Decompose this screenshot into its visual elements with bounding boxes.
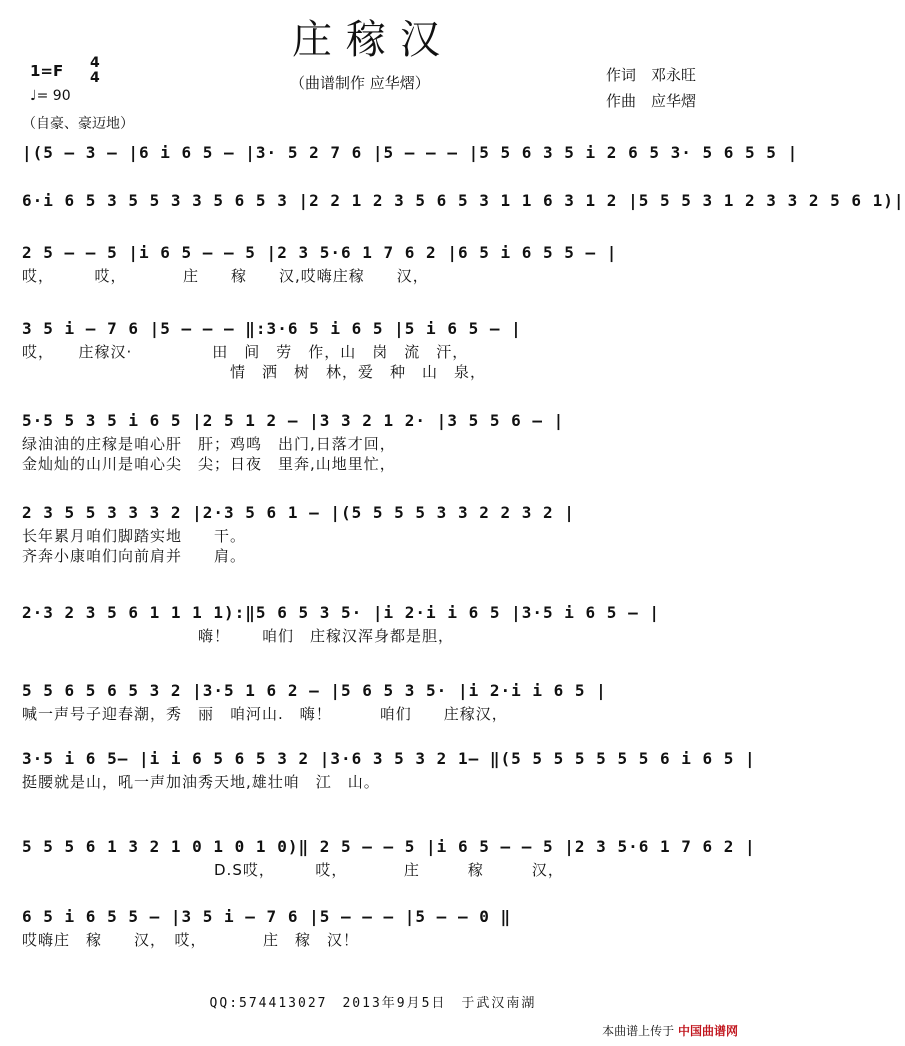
lyric-line: D.S哎， 哎， 庄 稼 汉， bbox=[22, 861, 564, 879]
notation-line: 3 5 i — 7 6 |5 — — — ‖:3·6 5 i 6 5 |5 i 6 5 — | bbox=[22, 319, 522, 338]
key-signature: 1=F bbox=[30, 62, 64, 80]
score-system bbox=[22, 904, 728, 950]
producer-credit: （曲谱制作 应华熠） bbox=[290, 74, 430, 92]
score-system bbox=[22, 678, 728, 724]
composer-credit: 作曲 应华熠 bbox=[606, 92, 697, 110]
score-system bbox=[22, 600, 728, 646]
lyricist-credit: 作词 邓永旺 bbox=[606, 66, 697, 84]
lyric-line: 挺腰就是山，吼一声加油秀天地,雄壮咱 江 山。 bbox=[22, 773, 380, 791]
notation-line: 6·i 6 5 3 5 5 3 3 5 6 5 3 |2 2 1 2 3 5 6 5 3 1 1 6 3 1 2 |5 5 5 3 1 2 3 3 2 5 6 1)| bbox=[22, 191, 905, 210]
time-signature-top: 4 bbox=[90, 55, 100, 71]
lyric-line: 金灿灿的山川是咱心尖 尖；日夜 里奔,山地里忙， bbox=[22, 455, 396, 473]
song-title: 庄稼汉 bbox=[292, 17, 454, 63]
score-system bbox=[22, 240, 728, 286]
score-system bbox=[22, 188, 905, 214]
lyric-line: 哎， 哎， 庄 稼 汉,哎嗨庄稼 汉， bbox=[22, 267, 429, 285]
lyric-line: 绿油油的庄稼是咱心肝 肝；鸡鸣 出门,日落才回， bbox=[22, 435, 396, 453]
tempo-marking: ♩= 90 bbox=[30, 88, 71, 104]
notation-line: 2 5 — — 5 |i 6 5 — — 5 |2 3 5·6 1 7 6 2 |6 5 i 6 5 5 — | bbox=[22, 243, 618, 262]
lyric-line: 齐奔小康咱们向前肩并 肩。 bbox=[22, 547, 247, 565]
notation-line: 5·5 5 3 5 i 6 5 |2 5 1 2 — |3 3 2 1 2· |3 5 5 6 — | bbox=[22, 411, 565, 430]
lyric-line: 嗨！ 咱们 庄稼汉浑身都是胆， bbox=[22, 627, 455, 645]
footer-info: QQ:574413027 2013年9月5日 于武汉南湖 bbox=[209, 996, 537, 1011]
lyric-line: 哎， 庄稼汉· 田 间 劳 作，山 岗 流 汗， bbox=[22, 343, 469, 361]
lyric-line: 哎嗨庄 稼 汉， 哎， 庄 稼 汉！ bbox=[22, 931, 360, 949]
score-system bbox=[22, 408, 728, 474]
lyric-line: 长年累月咱们脚踏实地 干。 bbox=[22, 527, 247, 545]
score-system bbox=[22, 834, 756, 880]
notation-line: 6 5 i 6 5 5 — |3 5 i — 7 6 |5 — — — |5 — — 0 ‖ bbox=[22, 907, 512, 926]
notation-line: 5 5 5 6 1 3 2 1 0 1 0 1 0)‖ 2 5 — — 5 |i 6 5 — — 5 |2 3 5·6 1 7 6 2 | bbox=[22, 837, 756, 856]
upload-prefix: 本曲谱上传于 bbox=[602, 1024, 675, 1038]
score-system bbox=[22, 316, 728, 382]
expression-marking: （自豪、豪迈地） bbox=[22, 116, 134, 132]
score-system bbox=[22, 746, 756, 792]
score-system bbox=[22, 140, 799, 166]
lyric-line: 情 洒 树 林，爱 种 山 泉， bbox=[22, 363, 487, 381]
time-signature bbox=[90, 56, 100, 86]
score-system bbox=[22, 500, 728, 566]
lyric-line: 喊一声号子迎春潮，秀 丽 咱河山. 嗨！ 咱们 庄稼汉， bbox=[22, 705, 508, 723]
notation-line: 3·5 i 6 5— |i i 6 5 6 5 3 2 |3·6 3 5 3 2 1— ‖(5 5 5 5 5 5 5 6 i 6 5 | bbox=[22, 749, 756, 768]
notation-line: |(5 — 3 — |6 i 6 5 — |3· 5 2 7 6 |5 — — — |5 5 6 3 5 i 2 6 5 3· 5 6 5 5 | bbox=[22, 143, 799, 162]
notation-line: 2 3 5 5 3 3 3 2 |2·3 5 6 1 — |(5 5 5 5 3 3 2 2 3 2 | bbox=[22, 503, 575, 522]
time-signature-bottom: 4 bbox=[90, 70, 100, 86]
notation-line: 5 5 6 5 6 5 3 2 |3·5 1 6 2 — |5 6 5 3 5· |i 2·i i 6 5 | bbox=[22, 681, 607, 700]
site-logo: 中国曲谱网 bbox=[677, 1024, 738, 1038]
upload-watermark bbox=[602, 1022, 738, 1039]
notation-line: 2·3 2 3 5 6 1 1 1 1):‖5 6 5 3 5· |i 2·i i 6 5 |3·5 i 6 5 — | bbox=[22, 603, 660, 622]
